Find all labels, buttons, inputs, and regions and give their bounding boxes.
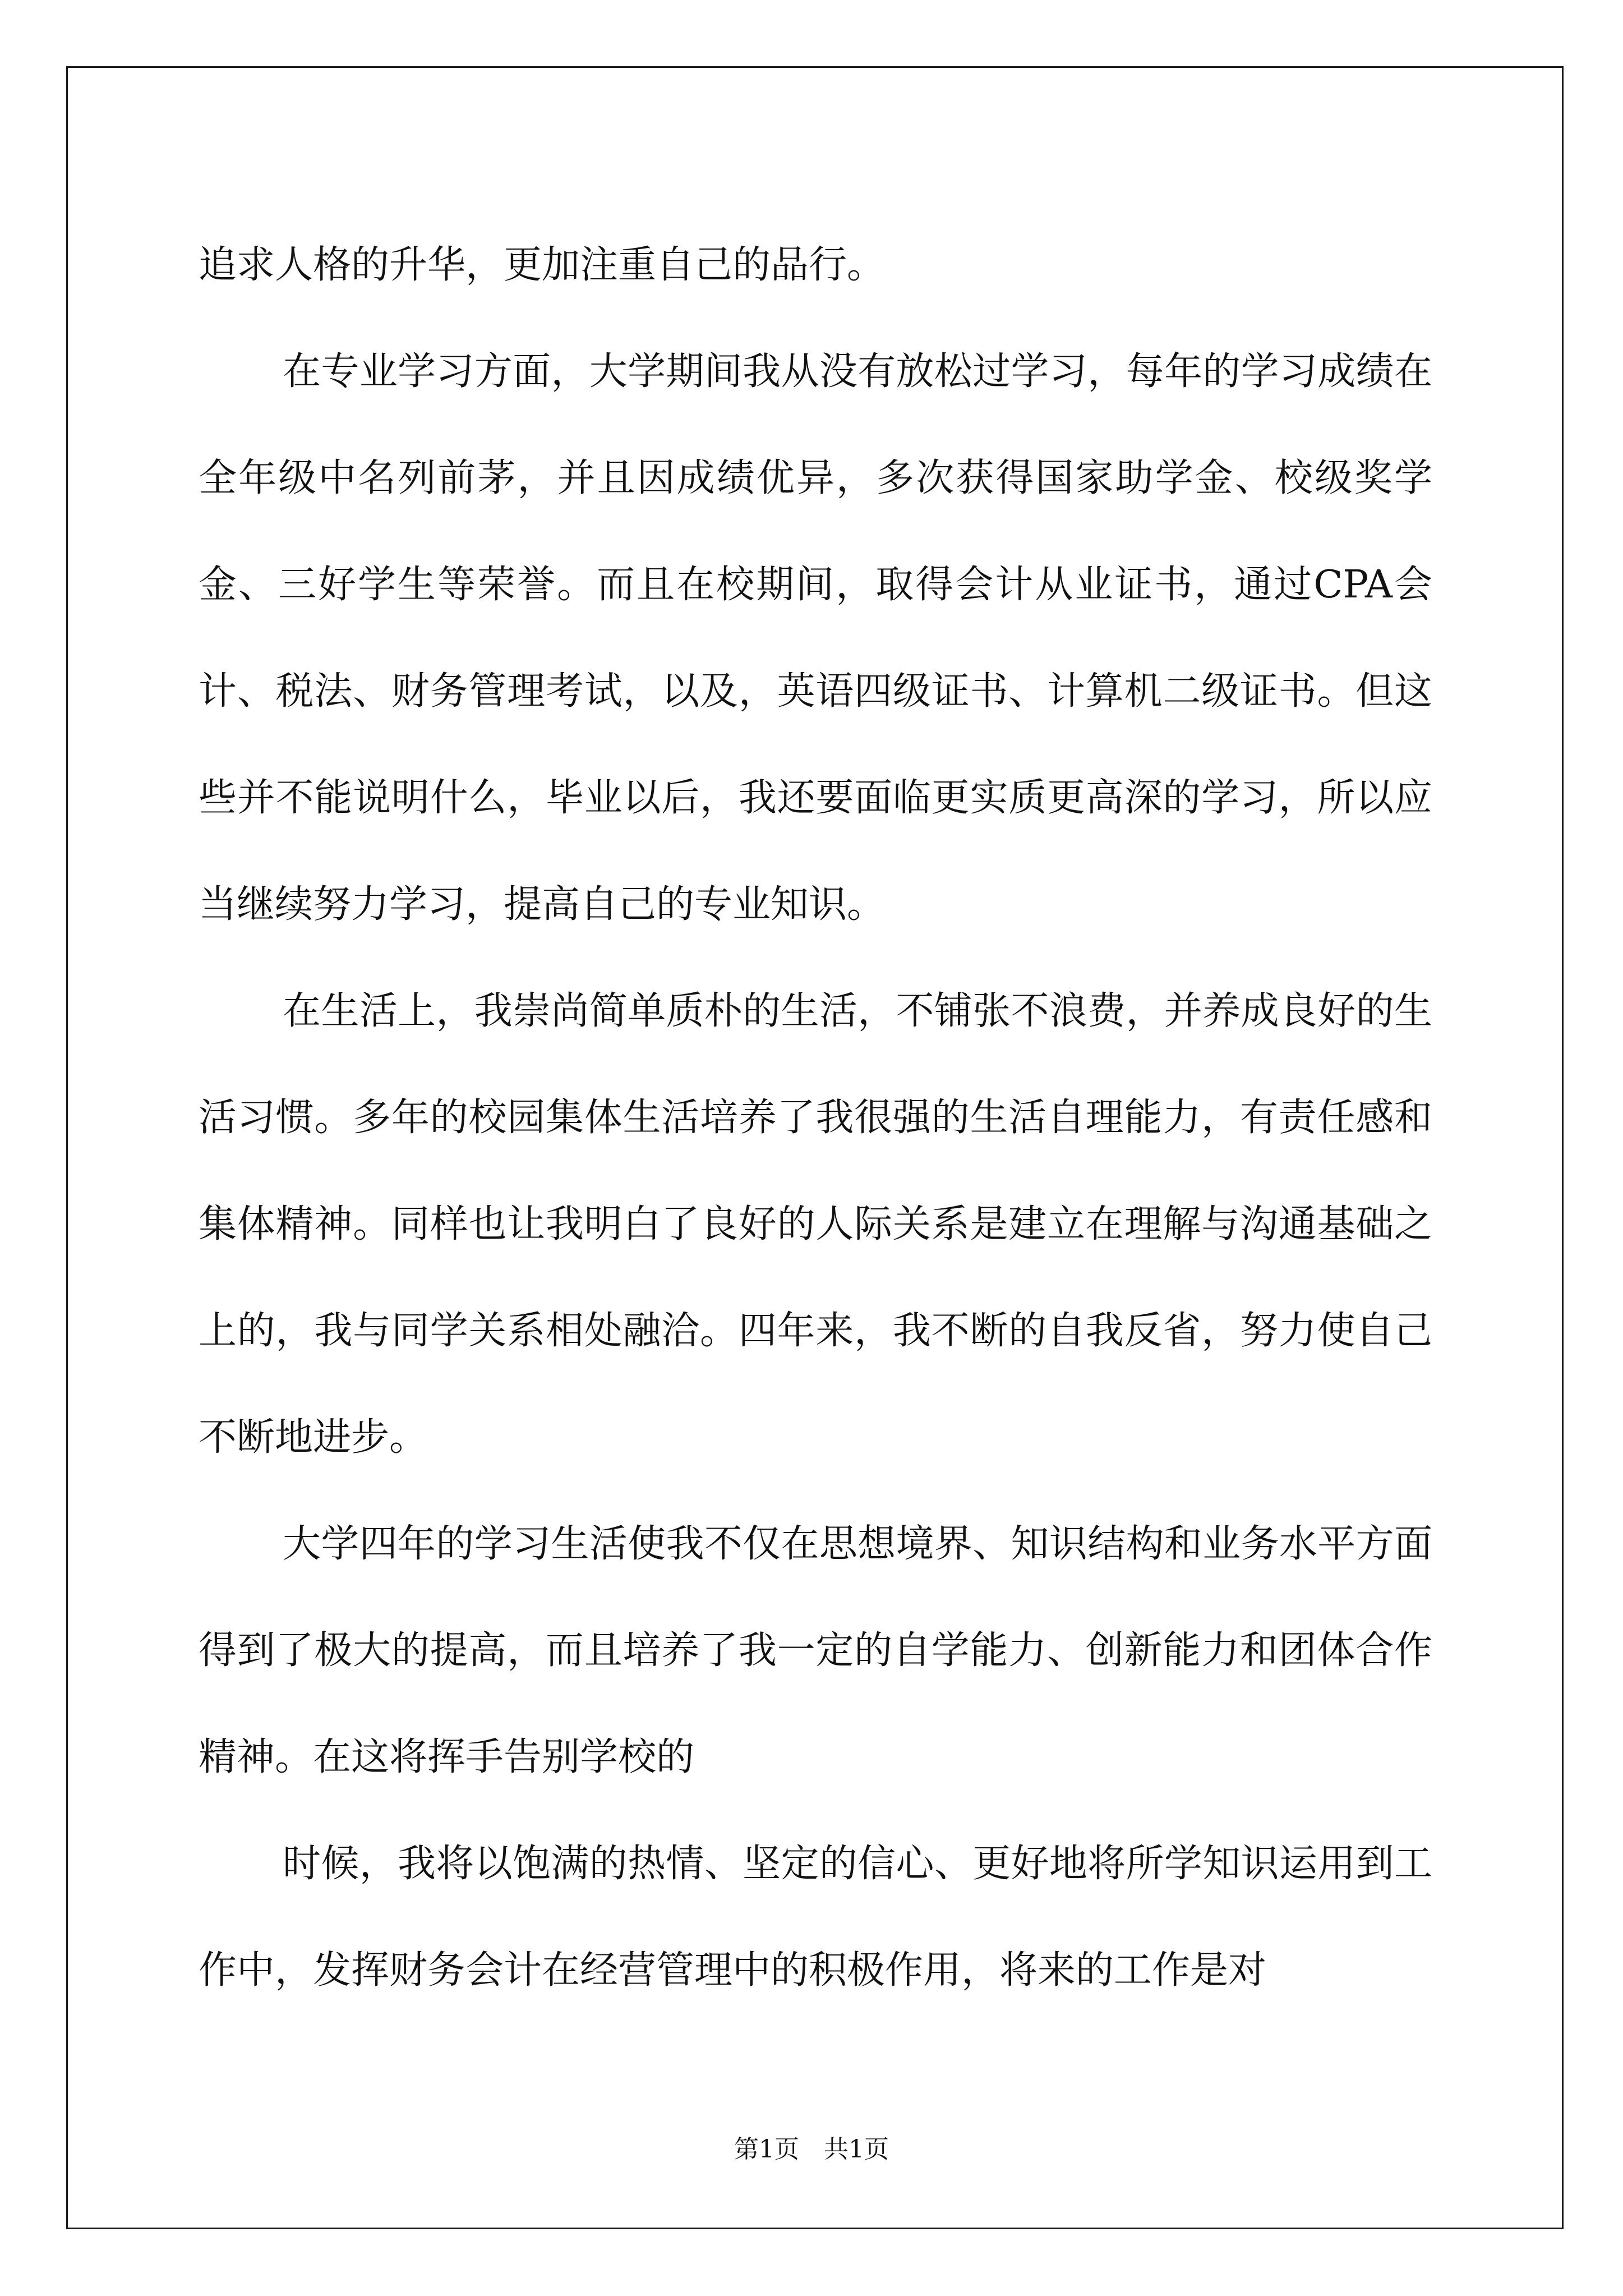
paragraph: 时候，我将以饱满的热情、坚定的信心、更好地将所学知识运用到工作中，发挥财务会计在经营管理中的积极作用，将来的工作是对 <box>199 1842 1432 1993</box>
paragraph: 在生活上，我崇尚简单质朴的生活，不铺张不浪费，并养成良好的生活习惯。多年的校园集体生活培养了我很强的生活自理能力，有责任感和集体精神。同样也让我明白了良好的人际关系是建立在理解与沟通基础之上的，我与同学关系相处融洽。四年来，我不断的自我反省，努力使自己不断地进步。 <box>199 989 1432 1460</box>
page-footer <box>0 2129 1623 2165</box>
paragraph: 追求人格的升华，更加注重自己的品行。 <box>199 243 886 287</box>
page-total: 共1页 <box>824 2135 889 2164</box>
paragraph: 在专业学习方面，大学期间我从没有放松过学习，每年的学习成绩在全年级中名列前茅，并且因成绩优异，多次获得国家助学金、校级奖学金、三好学生等荣誉。而且在校期间，取得会计从业证书，通过CPA会计、税法、财务管理考试，以及，英语四级证书、计算机二级证书。但这些并不能说明什么，毕业以后，我还要面临更实质更高深的学习，所以应当继续努力学习，提高自己的专业知识。 <box>199 349 1432 927</box>
paragraph: 大学四年的学习生活使我不仅在思想境界、知识结构和业务水平方面得到了极大的提高，而且培养了我一定的自学能力、创新能力和团体合作精神。在这将挥手告别学校的 <box>199 1522 1432 1779</box>
page-number: 第1页 <box>734 2135 799 2164</box>
document-body <box>199 212 1432 2024</box>
